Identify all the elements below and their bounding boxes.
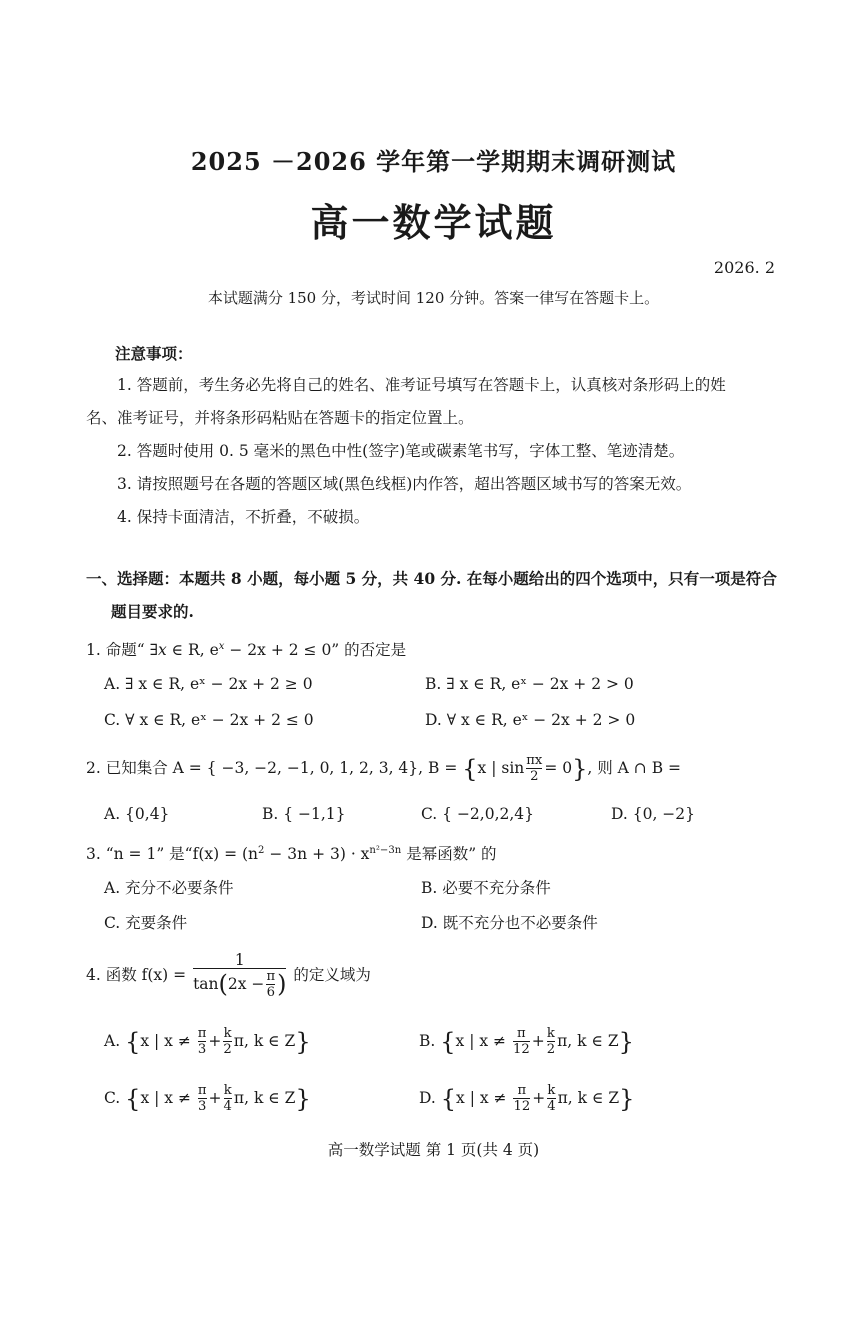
question-4-option-a: A. {x | x ≠ $\frac{\pi}{3}$ + $\frac{k}{2}$ π, k ∈ Z} (104, 1026, 311, 1057)
note-item: 3. 请按照题号在各题的答题区域(黑色线框)内作答，超出答题区域书写的答案无效。 (117, 475, 692, 493)
question-1-stem: 1. 命题“ ∃x ∈ R, $e^x - 2x + 2 \le 0$” 的否定是 (86, 640, 407, 659)
question-4-option-c: C. {x | x ≠ $\frac{\pi}{3}$ + $\frac{k}{4}$ π, k ∈ Z} (104, 1083, 311, 1114)
question-1-option-d: D. ∀ x ∈ R, eˣ − 2x + 2 > 0 (425, 711, 636, 729)
section-heading: 一、选择题：本题共 8 小题，每小题 5 分，共 40 分. 在每小题给出的四个选项中，只有一项是符合 (86, 569, 777, 588)
question-2-stem: 2. 已知集合 A = { −3, −2, −1, 0, 1, 2, 3, 4}, B = {x | sin $\frac{\pi x}{2}$ = 0}, 则 A ∩ B = (86, 753, 682, 784)
exam-intro: 本试题满分 150 分，考试时间 120 分钟。答案一律写在答题卡上。 (207, 289, 660, 307)
note-item: 2. 答题时使用 0. 5 毫米的黑色中性(签字)笔或碳素笔书写，字体工整、笔迹清楚。 (117, 442, 685, 460)
question-4-option-d: D. {x | x ≠ $\frac{\pi}{12}$ + $\frac{k}{4}$ π, k ∈ Z} (419, 1083, 635, 1114)
question-2-option-c: C. { −2,0,2,4} (421, 805, 535, 823)
notes-heading: 注意事项： (115, 344, 193, 363)
question-1-option-b: B. ∃ x ∈ R, eˣ − 2x + 2 > 0 (425, 675, 634, 693)
question-4-option-b: B. {x | x ≠ $\frac{\pi}{12}$ + $\frac{k}{2}$ π, k ∈ Z} (419, 1026, 634, 1057)
question-3-option-d: D. 既不充分也不必要条件 (421, 914, 598, 932)
question-1-option-c: C. ∀ x ∈ R, eˣ − 2x + 2 ≤ 0 (104, 711, 314, 729)
question-3-stem: 3. “n = 1” 是“$f(x) = (n^2 - 3n + 3) \cdot x^{n^2-3n}$ 是幂函数” 的 (86, 844, 497, 863)
exam-date: 2026. 2 (713, 258, 775, 277)
page-footer: 高一数学试题 第 1 页(共 4 页) (327, 1141, 540, 1159)
question-3-option-c: C. 充要条件 (104, 914, 188, 932)
question-4-stem: 4. 函数 f(x) = 1 tan(2x − $\frac{\pi}{6}$ ) 的定义域为 (86, 951, 371, 1001)
note-item: 名、准考证号，并将条形码粘贴在答题卡的指定位置上。 (86, 409, 474, 427)
subject-title: 高一数学试题 (310, 200, 557, 245)
note-item: 4. 保持卡面清洁，不折叠，不破损。 (117, 508, 370, 526)
question-1-option-a: A. ∃ x ∈ R, eˣ − 2x + 2 ≥ 0 (104, 675, 313, 693)
exam-title: 2025 －2026 学年第一学期期末调研测试 (190, 147, 677, 176)
section-heading-cont: 题目要求的. (111, 602, 194, 621)
question-2-option-b: B. { −1,1} (262, 805, 346, 823)
question-3-option-a: A. 充分不必要条件 (104, 879, 234, 897)
note-item: 1. 答题前，考生务必先将自己的姓名、准考证号填写在答题卡上，认真核对条形码上的姓 (117, 376, 726, 394)
question-2-option-a: A. {0,4} (104, 805, 170, 823)
question-2-option-d: D. {0, −2} (611, 805, 696, 823)
question-3-option-b: B. 必要不充分条件 (421, 879, 551, 897)
